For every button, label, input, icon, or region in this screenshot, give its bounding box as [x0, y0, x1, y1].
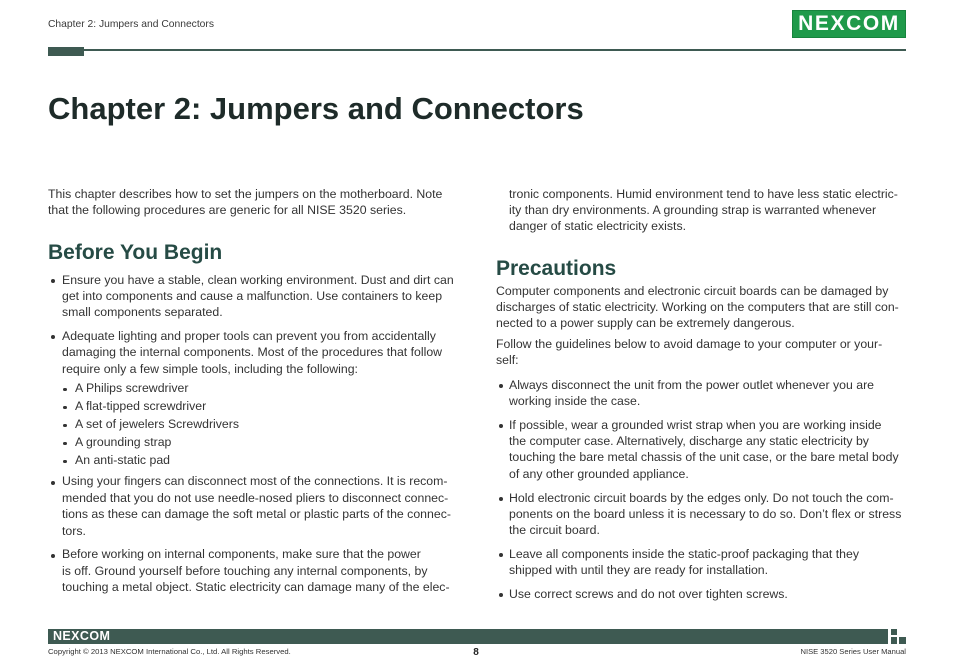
text-line: Hold electronic circuit boards by the edges only. Do not touch the com-	[509, 490, 894, 505]
text-line: An anti-static pad	[75, 453, 171, 468]
list-item	[48, 272, 454, 321]
list-item	[48, 473, 454, 539]
text-line: require only a few simple tools, including the following:	[62, 361, 358, 376]
list-item-continuation	[509, 186, 898, 235]
text-line: A set of jewelers Screwdrivers	[75, 417, 240, 432]
left-column	[48, 0, 452, 600]
bullet-marker	[499, 497, 503, 501]
text-line: Use correct screws and do not over tighten screws.	[509, 587, 788, 602]
precautions-paragraph	[496, 336, 882, 369]
text-line: that the following procedures are generic for all NISE 3520 series.	[48, 202, 407, 217]
text-line: touching a metal object. Static electricity can damage many of the elec-	[62, 580, 450, 595]
text-line: shipped with until they are ready for installation.	[509, 563, 769, 578]
text-line: self:	[496, 352, 519, 367]
sublist-item	[62, 434, 454, 450]
bullet-marker	[51, 279, 55, 283]
page-title: Chapter 2: Jumpers and Connectors	[48, 91, 584, 126]
bullet-marker	[51, 335, 55, 339]
list-item	[48, 546, 454, 595]
text-line: the circuit board.	[509, 523, 600, 538]
text-line: is off. Ground yourself before touching any internal components, by	[62, 563, 428, 578]
text-line: Before working on internal components, make sure that the power	[62, 547, 421, 562]
sublist-item	[62, 380, 454, 396]
text-line: A flat-tipped screwdriver	[75, 399, 207, 414]
text-line: get into components and cause a malfunction. Use containers to keep	[62, 288, 443, 303]
tools-sublist	[62, 380, 454, 468]
text-line: Always disconnect the unit from the power outlet whenever you are	[509, 377, 875, 392]
text-line: A grounding strap	[75, 435, 172, 450]
bullet-marker	[63, 388, 67, 392]
sublist-item	[62, 416, 454, 432]
text-line: If possible, wear a grounded wrist strap when you are working inside	[509, 417, 882, 432]
sublist-item	[62, 398, 454, 414]
sublist-item	[62, 452, 454, 468]
section-heading-precautions: Precautions	[496, 257, 617, 280]
page-number: 8	[473, 646, 479, 658]
bullet-marker	[499, 424, 503, 428]
precautions-paragraph	[496, 283, 899, 332]
before-you-begin-list	[48, 272, 454, 596]
intro-paragraph	[48, 186, 442, 219]
bullet-marker	[499, 593, 503, 597]
text-line: tions as these can damage the soft metal or plastic parts of the connec-	[62, 507, 451, 522]
section-heading-before-you-begin: Before You Begin	[48, 241, 223, 264]
text-line: mended that you do not use needle-nosed pliers to disconnect connec-	[62, 490, 449, 505]
bullet-marker	[63, 406, 67, 410]
text-line: Using your fingers can disconnect most of the connections. It is recom-	[62, 474, 448, 489]
text-line: Follow the guidelines below to avoid damage to your computer or your-	[496, 336, 883, 351]
text-line: tors.	[62, 523, 86, 538]
text-line: Leave all components inside the static-proof packaging that they	[509, 547, 859, 562]
text-line: Ensure you have a stable, clean working environment. Dust and dirt can	[62, 272, 454, 287]
precautions-list	[496, 377, 901, 603]
text-line: Adequate lighting and proper tools can prevent you from accidentally	[62, 329, 436, 344]
bullet-marker	[499, 553, 503, 557]
footer-nexcom-logo: NEXCOM	[53, 629, 111, 643]
text-line: nected to a power supply can be extremely dangerous.	[496, 316, 795, 331]
bullet-marker	[63, 424, 67, 428]
text-line: discharges of static electricity. Working on the computers that are still con-	[496, 299, 899, 314]
text-line: ity than dry environments. A grounding strap is warranted whenever	[509, 202, 877, 217]
list-item	[48, 328, 454, 469]
text-line: This chapter describes how to set the jumpers on the motherboard. Note	[48, 186, 443, 201]
text-line: Computer components and electronic circuit boards can be damaged by	[496, 283, 889, 298]
bullet-marker	[51, 481, 55, 485]
bullet-marker	[63, 442, 67, 446]
text-line: damaging the internal components. Most of the procedures that follow	[62, 345, 443, 360]
text-line: tronic components. Humid environment tend to have less static electric-	[509, 186, 898, 201]
text-line: of any other grounded appliance.	[509, 466, 689, 481]
text-line: working inside the case.	[509, 393, 641, 408]
text-line: A Philips screwdriver	[75, 381, 189, 396]
bullet-marker	[63, 460, 67, 464]
copyright-text: Copyright © 2013 NEXCOM International Co., Ltd. All Rights Reserved.	[48, 646, 291, 656]
bullet-marker	[499, 384, 503, 388]
nexcom-logo: NEXCOM	[792, 10, 906, 38]
list-item	[496, 546, 901, 579]
bullet-marker	[51, 554, 55, 558]
right-column	[496, 0, 906, 600]
text-line: danger of static electricity exists.	[509, 219, 687, 234]
running-title: Chapter 2: Jumpers and Connectors	[48, 18, 214, 30]
list-item	[496, 490, 901, 539]
manual-title: NISE 3520 Series User Manual	[800, 646, 906, 656]
list-item	[496, 377, 901, 410]
text-line: the computer case. Alternatively, discharge any static electricity by	[509, 434, 869, 449]
corner-squares-icon	[890, 628, 906, 645]
list-item	[496, 417, 901, 483]
text-line: touching the bare metal chassis of the unit case, or the bare metal body	[509, 450, 899, 465]
text-line: ponents on the board unless it is necessary to do so. Don’t flex or stress	[509, 506, 902, 521]
footer-bar	[48, 629, 888, 644]
list-item	[496, 586, 901, 602]
text-line: small components separated.	[62, 305, 223, 320]
